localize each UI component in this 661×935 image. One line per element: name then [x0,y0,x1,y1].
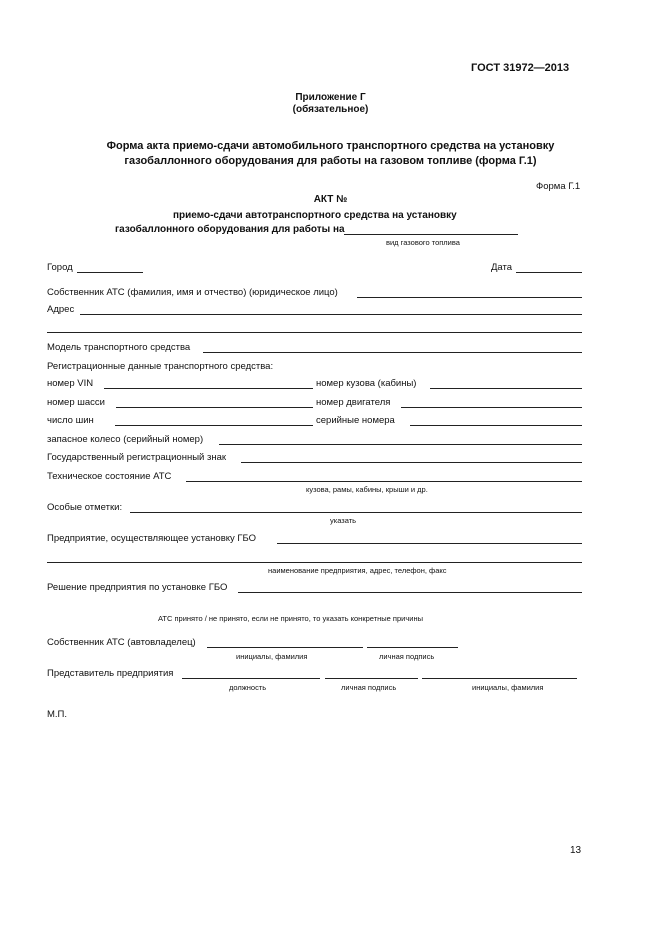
spare-wheel-label: запасное колесо (серийный номер) [47,434,204,445]
spare-wheel-line[interactable] [219,444,582,445]
body-number-label: номер кузова (кабины) [316,378,417,389]
owner-label: Собственник АТС (фамилия, имя и отчество) (юридическое лицо) [47,287,338,298]
reg-data-label: Регистрационные данные транспортного средства: [47,361,274,372]
city-label: Город [47,262,73,273]
notes-caption: указать [330,516,357,525]
owner-line[interactable] [357,297,582,298]
chassis-number-line[interactable] [116,407,313,408]
appendix-title: Приложение Г [295,92,366,103]
decision-line[interactable] [238,592,582,593]
personal-signature2-caption: личная подпись [341,683,397,692]
tire-count-label: число шин [47,415,94,426]
address-line-1[interactable] [80,314,582,315]
form-number: Форма Г.1 [536,181,581,192]
act-title: АКТ № [313,194,348,205]
standard-code: ГОСТ 31972—2013 [471,62,570,74]
notes-line[interactable] [130,512,582,513]
model-label: Модель транспортного средства [47,342,191,353]
owner-initials-line[interactable] [207,647,363,648]
position-caption: должность [229,683,267,692]
owner-signature-line[interactable] [367,647,458,648]
initials-name2-caption: инициалы, фамилия [472,683,544,692]
decision-label: Решение предприятия по установке ГБО [47,582,228,593]
address-label: Адрес [47,304,75,315]
date-line[interactable] [516,272,582,273]
serial-numbers-line[interactable] [410,425,582,426]
chassis-number-label: номер шасси [47,397,105,408]
page-number: 13 [570,845,582,856]
address-line-2[interactable] [47,332,582,333]
representative-label: Представитель предприятия [47,668,174,679]
engine-number-line[interactable] [401,407,582,408]
representative-signature-line[interactable] [325,678,418,679]
tech-state-label: Техническое состояние АТС [47,471,172,482]
act-subtitle1: приемо-сдачи автотранспортного средства на установку [173,210,457,221]
tech-state-caption: кузова, рамы, кабины, крыши и др. [306,485,428,494]
tech-state-line[interactable] [186,481,582,482]
city-line[interactable] [77,272,143,273]
enterprise-line-2[interactable] [47,562,582,563]
vin-label: номер VIN [47,378,94,389]
form-title-line2: газобаллонного оборудования для работы на газовом топливе (форма Г.1) [124,155,537,167]
personal-signature-caption: личная подпись [379,652,435,661]
fuel-type-caption: вид газового топлива [386,238,460,247]
enterprise-label: Предприятие, осуществляющее установку ГБО [47,533,257,544]
enterprise-line-1[interactable] [277,543,582,544]
appendix-status: (обязательное) [292,104,369,115]
body-number-line[interactable] [430,388,582,389]
plate-line[interactable] [241,462,582,463]
tire-count-line[interactable] [115,425,313,426]
date-label: Дата [491,262,513,273]
engine-number-label: номер двигателя [316,397,391,408]
notes-label: Особые отметки: [47,502,123,513]
decision-caption: АТС принято / не принято, если не принято, то указать конкретные причины [158,614,423,623]
vin-line[interactable] [104,388,313,389]
model-line[interactable] [203,352,582,353]
representative-initials-line[interactable] [422,678,577,679]
fuel-type-line[interactable] [344,234,518,235]
representative-position-line[interactable] [182,678,320,679]
act-subtitle2: газобаллонного оборудования для работы на [115,224,345,235]
owner-sign-label: Собственник АТС (автовладелец) [47,637,196,648]
initials-name-caption: инициалы, фамилия [236,652,308,661]
serial-numbers-label: серийные номера [316,415,395,426]
enterprise-caption: наименование предприятия, адрес, телефон, факс [268,566,447,575]
stamp-label: М.П. [47,709,68,720]
form-title-line1: Форма акта приемо-сдачи автомобильного транспортного средства на установку [106,140,555,152]
plate-label: Государственный регистрационный знак [47,452,227,463]
